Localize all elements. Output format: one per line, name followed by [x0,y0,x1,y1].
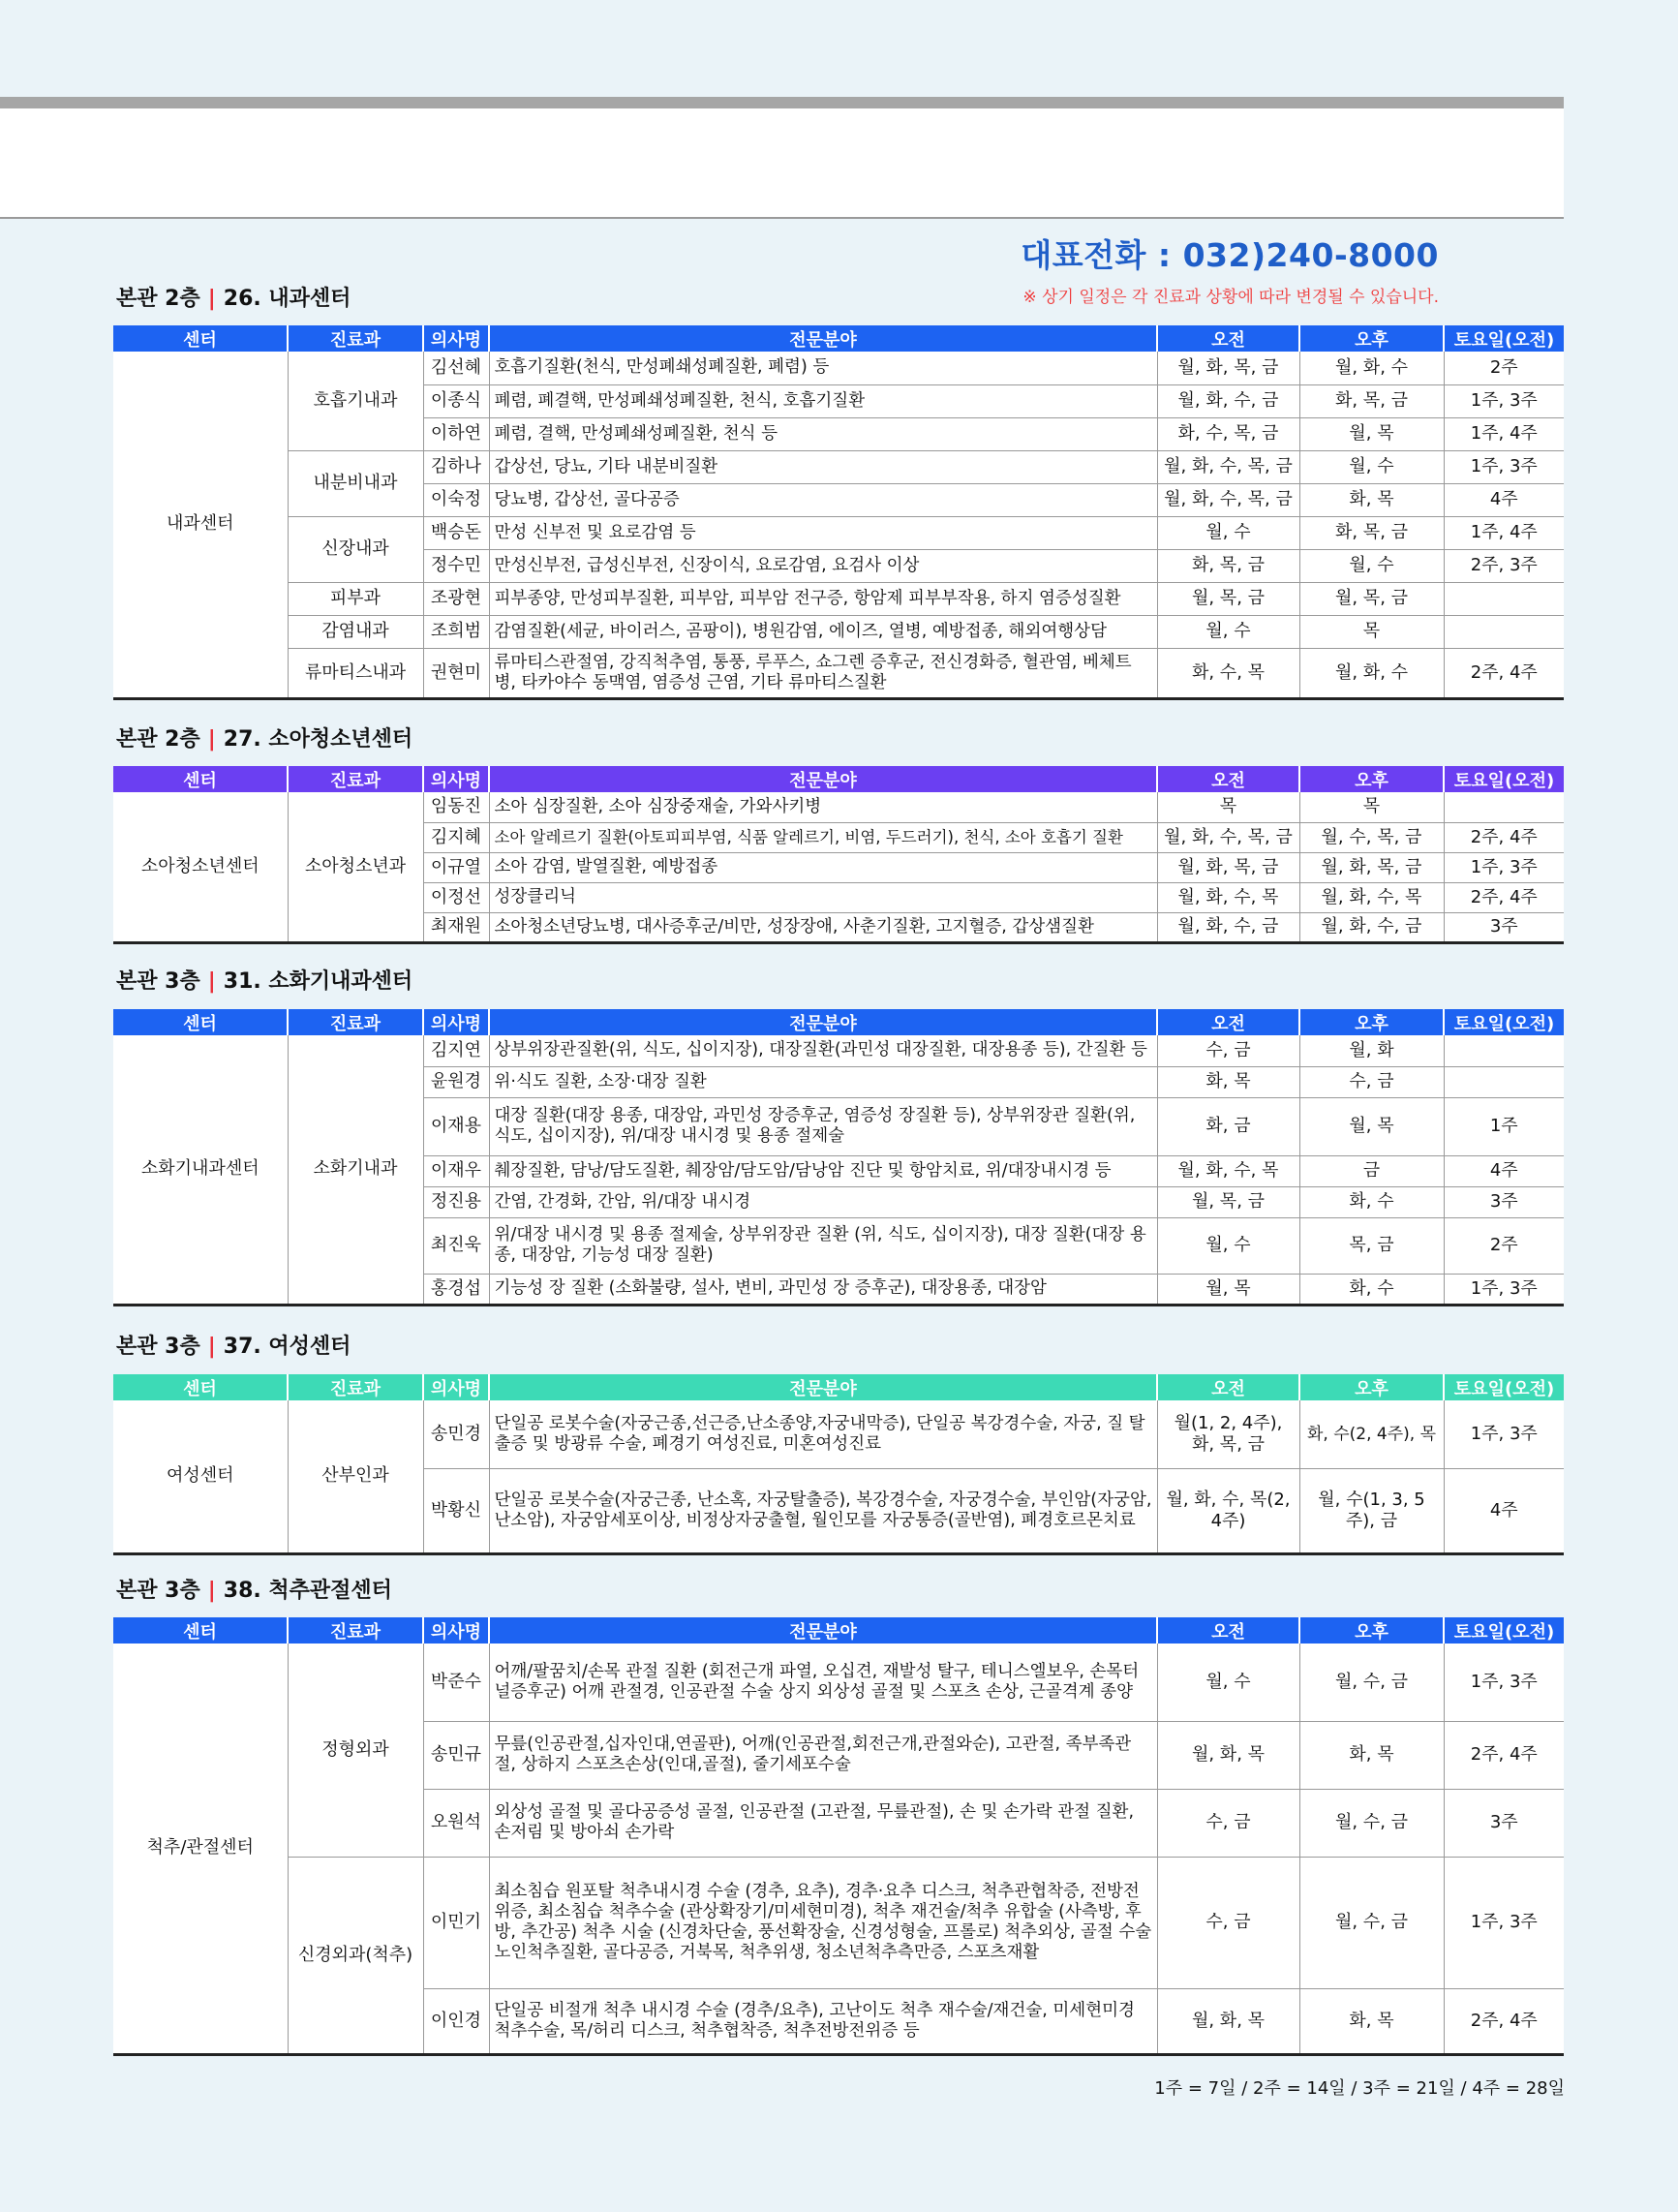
dept-cell: 신장내과 [288,516,423,582]
pm-cell: 월, 화, 목, 금 [1299,852,1444,882]
top-gray-bar [0,97,1564,108]
doctor-cell: 송민규 [423,1721,489,1789]
table-row [113,450,1564,483]
am-cell: 화, 금 [1157,1097,1299,1155]
schedule-table-pediatrics [113,766,1564,944]
sat-cell: 1주, 4주 [1444,516,1564,549]
col-am: 오전 [1157,325,1299,352]
spec-cell: 무릎(인공관절,십자인대,연골판), 어깨(인공관절,회전근개,관절와순), 고관절, 족부족관절, 상하지 스포츠손상(인대,골절), 줄기세포수술 [489,1721,1157,1789]
spec-cell: 류마티스관절염, 강직척추염, 통풍, 루푸스, 쇼그렌 증후군, 전신경화증, 혈관염, 베체트병, 타카야수 동맥염, 염증성 근염, 기타 류마티스질환 [489,648,1157,698]
pm-cell: 월, 수, 금 [1299,1789,1444,1857]
am-cell: 수, 금 [1157,1035,1299,1066]
pm-cell: 월, 목 [1299,417,1444,450]
schedule-change-note: ※ 상기 일정은 각 진료과 상황에 따라 변경될 수 있습니다. [1022,288,1439,307]
dept-cell: 소화기내과 [288,1035,423,1305]
am-cell: 월, 화, 수, 금 [1157,912,1299,942]
table-header [113,1374,1564,1400]
pm-cell: 월, 화, 수 [1299,648,1444,698]
pm-cell: 화, 목, 금 [1299,516,1444,549]
am-cell: 월, 수 [1157,615,1299,648]
spec-cell: 갑상선, 당뇨, 기타 내분비질환 [489,450,1157,483]
am-cell: 월, 화, 목 [1157,1721,1299,1789]
col-am: 오전 [1157,766,1299,792]
col-center: 센터 [113,766,288,792]
spec-cell: 대장 질환(대장 용종, 대장암, 과민성 장증후군, 염증성 장질환 등), 상부위장관 질환(위, 식도, 십이지장), 위/대장 내시경 및 용종 절제술 [489,1097,1157,1155]
table-row [113,582,1564,615]
pm-cell: 월, 수 [1299,450,1444,483]
table-header [113,325,1564,352]
am-cell: 수, 금 [1157,1789,1299,1857]
col-center: 센터 [113,1617,288,1644]
doctor-cell: 이규열 [423,852,489,882]
pm-cell: 월, 수, 금 [1299,1857,1444,1988]
spec-cell: 단일공 비절개 척추 내시경 수술 (경추/요추), 고난이도 척추 재수술/재건술, 미세현미경 척추수술, 목/허리 디스크, 척추협착증, 척추전방전위증 등 [489,1988,1157,2054]
pm-cell: 화, 목 [1299,1721,1444,1789]
spec-cell: 외상성 골절 및 골다공증성 골절, 인공관절 (고관절, 무릎관절), 손 및 손가락 관절 질환, 손저림 및 방아쇠 손가락 [489,1789,1157,1857]
table-row [113,615,1564,648]
spec-cell: 호흡기질환(천식, 만성폐쇄성폐질환, 폐렴) 등 [489,352,1157,384]
doctor-cell: 이민기 [423,1857,489,1988]
am-cell: 화, 수, 목, 금 [1157,417,1299,450]
schedule-table-gastro [113,1009,1564,1306]
doctor-cell: 이정선 [423,882,489,912]
am-cell: 월, 화, 목 [1157,1988,1299,2054]
pm-cell: 화, 목 [1299,483,1444,516]
col-spec: 전문분야 [489,1009,1157,1035]
spec-cell: 소아 감염, 발열질환, 예방접종 [489,852,1157,882]
col-spec: 전문분야 [489,766,1157,792]
am-cell: 월, 화, 목, 금 [1157,352,1299,384]
col-am: 오전 [1157,1009,1299,1035]
table-row [113,792,1564,822]
col-spec: 전문분야 [489,1617,1157,1644]
table-row [113,1035,1564,1066]
col-sat: 토요일(오전) [1444,766,1564,792]
spec-cell: 췌장질환, 담낭/담도질환, 췌장암/담도암/담낭암 진단 및 항암치료, 위/대장내시경 등 [489,1155,1157,1186]
sat-cell: 2주 [1444,352,1564,384]
sat-cell: 1주 [1444,1097,1564,1155]
center-cell: 여성센터 [113,1400,288,1553]
sat-cell: 2주, 4주 [1444,822,1564,852]
pm-cell: 화, 목, 금 [1299,384,1444,417]
doctor-cell: 최진욱 [423,1217,489,1274]
spec-cell: 소아청소년당뇨병, 대사증후군/비만, 성장장애, 사춘기질환, 고지혈증, 갑상샘질환 [489,912,1157,942]
sat-cell [1444,582,1564,615]
doctor-cell: 조희범 [423,615,489,648]
doctor-cell: 이종식 [423,384,489,417]
center-cell: 내과센터 [113,352,288,698]
dept-cell: 산부인과 [288,1400,423,1553]
dept-cell: 신경외과(척추) [288,1857,423,2054]
am-cell: 화, 수, 목 [1157,648,1299,698]
am-cell: 월, 목 [1157,1274,1299,1305]
pm-cell: 월, 목, 금 [1299,582,1444,615]
table-row [113,352,1564,384]
doctor-cell: 백승돈 [423,516,489,549]
week-legend: 1주 = 7일 / 2주 = 14일 / 3주 = 21일 / 4주 = 28일 [1154,2078,1565,2099]
dept-cell: 류마티스내과 [288,648,423,698]
table-row [113,516,1564,549]
sat-cell: 1주, 3주 [1444,1400,1564,1468]
am-cell: 월, 화, 수, 목, 금 [1157,450,1299,483]
pm-cell: 화, 수 [1299,1274,1444,1305]
doctor-cell: 송민경 [423,1400,489,1468]
schedule-table-internal [113,325,1564,700]
pm-cell: 화, 수 [1299,1186,1444,1217]
dept-cell: 내분비내과 [288,450,423,516]
pm-cell: 목 [1299,792,1444,822]
col-sat: 토요일(오전) [1444,325,1564,352]
spec-cell: 위·식도 질환, 소장·대장 질환 [489,1066,1157,1097]
section-title-pediatrics: 본관 2층 | 27. 소아청소년센터 [116,727,413,752]
am-cell: 월, 목, 금 [1157,1186,1299,1217]
doctor-cell: 홍경섭 [423,1274,489,1305]
center-cell: 소화기내과센터 [113,1035,288,1305]
dept-cell: 피부과 [288,582,423,615]
spec-cell: 최소침습 원포탈 척추내시경 수술 (경추, 요추), 경추·요추 디스크, 척추관협착증, 전방전위증, 최소침습 척추수술 (관상확장기/미세현미경), 척추 재건술/척추 유합술 (사측방, 후방, 추간공) 척추 시술 (신경차단술, 풍선확장술, 신경성형술, 프롤로) 척추외상, 골절 수술 노인척추질환, 골다공증, 거북목, 척추위생, 청소년척추측만증, 스포츠재활 [489,1857,1157,1988]
doctor-cell: 김지연 [423,1035,489,1066]
am-cell: 월, 수 [1157,1217,1299,1274]
col-pm: 오후 [1299,766,1444,792]
sat-cell [1444,615,1564,648]
spec-cell: 당뇨병, 갑상선, 골다공증 [489,483,1157,516]
am-cell: 월(1, 2, 4주), 화, 목, 금 [1157,1400,1299,1468]
col-doctor: 의사명 [423,1617,489,1644]
am-cell: 월, 목, 금 [1157,582,1299,615]
am-cell: 월, 화, 수, 목 [1157,882,1299,912]
doctor-cell: 이재용 [423,1097,489,1155]
sat-cell: 2주, 3주 [1444,549,1564,582]
pm-cell: 월, 수(1, 3, 5주), 금 [1299,1468,1444,1553]
spec-cell: 성장클리닉 [489,882,1157,912]
section-title-internal: 본관 2층 | 26. 내과센터 [116,287,351,311]
sat-cell: 1주, 4주 [1444,417,1564,450]
pm-cell: 월, 수 [1299,549,1444,582]
sat-cell: 3주 [1444,1789,1564,1857]
col-dept: 진료과 [288,1617,423,1644]
spec-cell: 상부위장관질환(위, 식도, 십이지장), 대장질환(과민성 대장질환, 대장용종 등), 간질환 등 [489,1035,1157,1066]
doctor-cell: 정수민 [423,549,489,582]
sat-cell: 2주, 4주 [1444,1721,1564,1789]
pm-cell: 월, 화, 수, 목 [1299,882,1444,912]
col-dept: 진료과 [288,325,423,352]
doctor-cell: 박황신 [423,1468,489,1553]
sat-cell: 1주, 3주 [1444,852,1564,882]
col-spec: 전문분야 [489,325,1157,352]
col-sat: 토요일(오전) [1444,1009,1564,1035]
table-header [113,1617,1564,1644]
doctor-cell: 이숙정 [423,483,489,516]
pm-cell: 월, 목 [1299,1097,1444,1155]
doctor-cell: 윤원경 [423,1066,489,1097]
sat-cell: 2주, 4주 [1444,882,1564,912]
section-title-women: 본관 3층 | 37. 여성센터 [116,1335,351,1359]
sat-cell [1444,792,1564,822]
spec-cell: 감염질환(세균, 바이러스, 곰팡이), 병원감염, 에이즈, 열병, 예방접종, 해외여행상담 [489,615,1157,648]
spec-cell: 간염, 간경화, 간암, 위/대장 내시경 [489,1186,1157,1217]
doctor-cell: 김지혜 [423,822,489,852]
sat-cell: 1주, 3주 [1444,1274,1564,1305]
am-cell: 월, 화, 수, 목, 금 [1157,483,1299,516]
col-dept: 진료과 [288,766,423,792]
doctor-cell: 임동진 [423,792,489,822]
am-cell: 월, 화, 수, 목, 금 [1157,822,1299,852]
spec-cell: 폐렴, 결핵, 만성폐쇄성폐질환, 천식 등 [489,417,1157,450]
pm-cell: 목 [1299,615,1444,648]
am-cell: 월, 화, 목, 금 [1157,852,1299,882]
col-doctor: 의사명 [423,1009,489,1035]
dept-cell: 정형외과 [288,1644,423,1857]
doctor-cell: 김하나 [423,450,489,483]
am-cell: 목 [1157,792,1299,822]
col-am: 오전 [1157,1617,1299,1644]
am-cell: 화, 목 [1157,1066,1299,1097]
schedule-table-spine [113,1617,1564,2056]
col-sat: 토요일(오전) [1444,1617,1564,1644]
spec-cell: 단일공 로봇수술(자궁근종,선근증,난소종양,자궁내막증), 단일공 복강경수술, 자궁, 질 탈출증 및 방광류 수술, 폐경기 여성진료, 미혼여성진료 [489,1400,1157,1468]
sat-cell: 4주 [1444,1155,1564,1186]
am-cell: 수, 금 [1157,1857,1299,1988]
col-doctor: 의사명 [423,1374,489,1400]
col-dept: 진료과 [288,1374,423,1400]
table-row [113,1644,1564,1721]
col-dept: 진료과 [288,1009,423,1035]
spec-cell: 어깨/팔꿈치/손목 관절 질환 (회전근개 파열, 오십견, 재발성 탈구, 테니스엘보우, 손목터널증후군) 어깨 관절경, 인공관절 수술 상지 외상성 골절 및 스포츠 손상, 근골격계 종양 [489,1644,1157,1721]
am-cell: 월, 수 [1157,516,1299,549]
col-pm: 오후 [1299,325,1444,352]
sat-cell: 2주, 4주 [1444,648,1564,698]
table-row [113,648,1564,698]
sat-cell [1444,1066,1564,1097]
col-doctor: 의사명 [423,325,489,352]
table-header [113,1009,1564,1035]
doctor-cell: 정진용 [423,1186,489,1217]
spec-cell: 소아 알레르기 질환(아토피피부염, 식품 알레르기, 비염, 두드러기), 천식, 소아 호흡기 질환 [489,822,1157,852]
col-spec: 전문분야 [489,1374,1157,1400]
table-row [113,1857,1564,1988]
sat-cell: 1주, 3주 [1444,384,1564,417]
pm-cell: 화, 수(2, 4주), 목 [1299,1400,1444,1468]
am-cell: 화, 목, 금 [1157,549,1299,582]
schedule-table-women [113,1374,1564,1555]
doctor-cell: 김선혜 [423,352,489,384]
center-cell: 소아청소년센터 [113,792,288,942]
pm-cell: 월, 수, 목, 금 [1299,822,1444,852]
dept-cell: 감염내과 [288,615,423,648]
col-center: 센터 [113,1374,288,1400]
sat-cell: 3주 [1444,1186,1564,1217]
col-sat: 토요일(오전) [1444,1374,1564,1400]
doctor-cell: 조광현 [423,582,489,615]
sat-cell: 1주, 3주 [1444,450,1564,483]
pm-cell: 금 [1299,1155,1444,1186]
pm-cell: 월, 화, 수 [1299,352,1444,384]
sat-cell: 2주 [1444,1217,1564,1274]
spec-cell: 단일공 로봇수술(자궁근종, 난소혹, 자궁탈출증), 복강경수술, 자궁경수술, 부인암(자궁암, 난소암), 자궁암세포이상, 비정상자궁출혈, 월인모를 자궁통증(골반염), 폐경호르몬치료 [489,1468,1157,1553]
doctor-cell: 박준수 [423,1644,489,1721]
doctor-cell: 최재원 [423,912,489,942]
am-cell: 월, 수 [1157,1644,1299,1721]
col-pm: 오후 [1299,1009,1444,1035]
sat-cell: 2주, 4주 [1444,1988,1564,2054]
spec-cell: 위/대장 내시경 및 용종 절제술, 상부위장관 질환 (위, 식도, 십이지장), 대장 질환(대장 용종, 대장암, 기능성 대장 질환) [489,1217,1157,1274]
spec-cell: 만성신부전, 급성신부전, 신장이식, 요로감염, 요검사 이상 [489,549,1157,582]
pm-cell: 월, 화, 수, 금 [1299,912,1444,942]
phone-number[interactable]: 대표전화 : 032)240-8000 [1021,236,1439,274]
col-pm: 오후 [1299,1374,1444,1400]
spec-cell: 피부종양, 만성피부질환, 피부암, 피부암 전구증, 항암제 피부부작용, 하지 염증성질환 [489,582,1157,615]
spec-cell: 만성 신부전 및 요로감염 등 [489,516,1157,549]
am-cell: 월, 화, 수, 목(2, 4주) [1157,1468,1299,1553]
section-title-spine: 본관 3층 | 38. 척추관절센터 [116,1579,392,1603]
spec-cell: 소아 심장질환, 소아 심장중재술, 가와사키병 [489,792,1157,822]
pm-cell: 월, 수, 금 [1299,1644,1444,1721]
sat-cell: 1주, 3주 [1444,1857,1564,1988]
doctor-cell: 이인경 [423,1988,489,2054]
table-header [113,766,1564,792]
sat-cell: 3주 [1444,912,1564,942]
section-title-gastro: 본관 3층 | 31. 소화기내과센터 [116,969,413,994]
doctor-cell: 이하연 [423,417,489,450]
sat-cell: 1주, 3주 [1444,1644,1564,1721]
col-doctor: 의사명 [423,766,489,792]
dept-cell: 소아청소년과 [288,792,423,942]
am-cell: 월, 화, 수, 목 [1157,1155,1299,1186]
col-am: 오전 [1157,1374,1299,1400]
spec-cell: 기능성 장 질환 (소화불량, 설사, 변비, 과민성 장 증후군), 대장용종, 대장암 [489,1274,1157,1305]
dept-cell: 호흡기내과 [288,352,423,450]
doctor-cell: 오원석 [423,1789,489,1857]
table-row [113,1400,1564,1468]
col-center: 센터 [113,1009,288,1035]
am-cell: 월, 화, 수, 금 [1157,384,1299,417]
doctor-cell: 이재우 [423,1155,489,1186]
pm-cell: 수, 금 [1299,1066,1444,1097]
pm-cell: 화, 목 [1299,1988,1444,2054]
pm-cell: 목, 금 [1299,1217,1444,1274]
doctor-cell: 권현미 [423,648,489,698]
pm-cell: 월, 화 [1299,1035,1444,1066]
spec-cell: 폐렴, 폐결핵, 만성폐쇄성폐질환, 천식, 호흡기질환 [489,384,1157,417]
sat-cell: 4주 [1444,1468,1564,1553]
sat-cell: 4주 [1444,483,1564,516]
col-pm: 오후 [1299,1617,1444,1644]
col-center: 센터 [113,325,288,352]
sat-cell [1444,1035,1564,1066]
center-cell: 척추/관절센터 [113,1644,288,2054]
